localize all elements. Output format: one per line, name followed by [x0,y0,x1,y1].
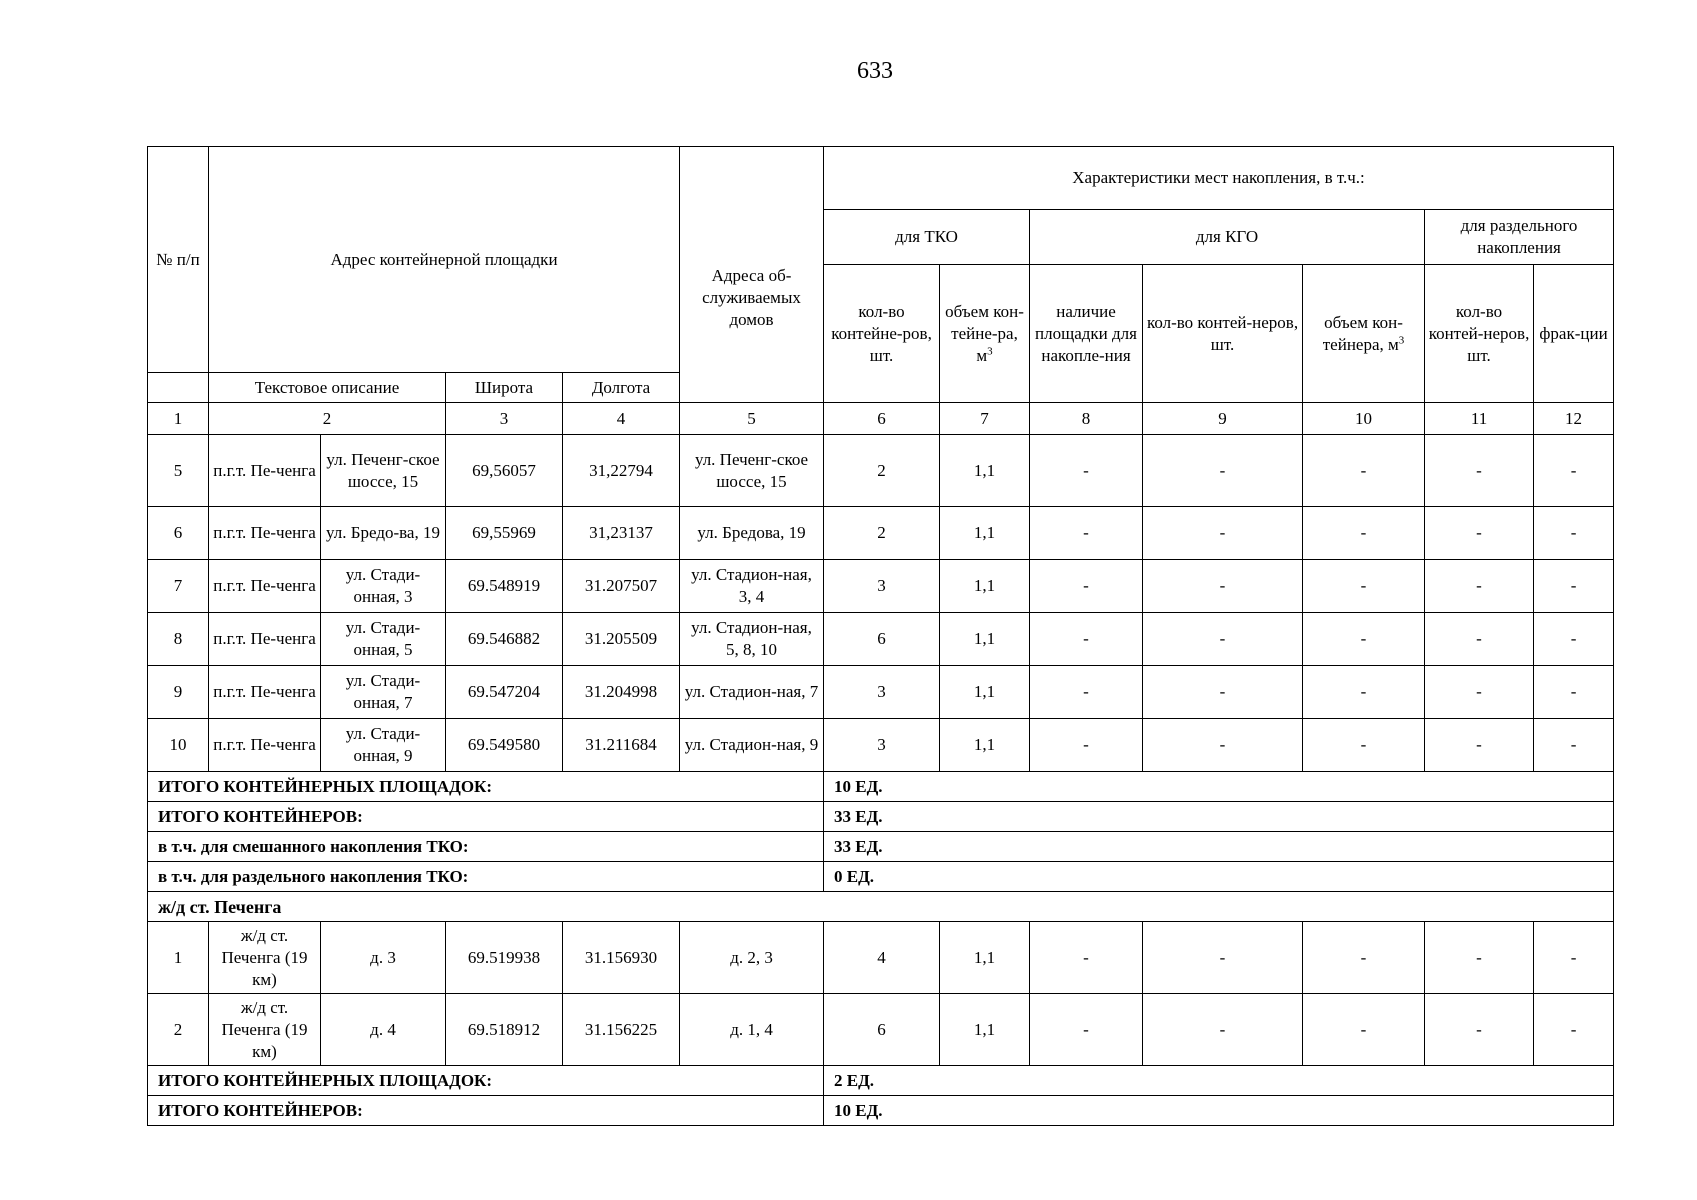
cell-c11: - [1425,719,1534,772]
total-row [148,772,1614,802]
total-value: 33 ЕД. [824,802,1614,832]
cell-c10: - [1303,922,1425,994]
col-num: 3 [446,403,563,435]
cell-c6: 6 [824,994,940,1066]
cell-c7: 1,1 [940,507,1030,560]
cell-c9: - [1143,994,1303,1066]
header-c11: кол-во контей-неров, шт. [1425,265,1534,403]
cell-served: д. 2, 3 [680,922,824,994]
cell-street: д. 3 [321,922,446,994]
header-c8: наличие площадки для накопле-ния [1030,265,1143,403]
cell-place: ж/д ст. Печенга (19 км) [209,994,321,1066]
cell-served: ул. Стадион-ная, 5, 8, 10 [680,613,824,666]
cell-lat: 69.547204 [446,666,563,719]
cell-c8: - [1030,922,1143,994]
cell-c7: 1,1 [940,719,1030,772]
cell-place: п.г.т. Пе-ченга [209,507,321,560]
total-label: ИТОГО КОНТЕЙНЕРОВ: [148,1096,824,1126]
header-c9: кол-во контей-неров, шт. [1143,265,1303,403]
cell-c8: - [1030,994,1143,1066]
cell-c10: - [1303,613,1425,666]
cell-lon: 31.207507 [563,560,680,613]
cell-num: 6 [148,507,209,560]
cell-c10: - [1303,666,1425,719]
cell-c9: - [1143,613,1303,666]
cell-lon: 31,23137 [563,507,680,560]
page-number: 633 [857,58,893,84]
cell-c8: - [1030,435,1143,507]
cell-c12: - [1534,507,1614,560]
cell-c12: - [1534,435,1614,507]
table-row [148,719,1614,772]
cell-lon: 31.211684 [563,719,680,772]
cell-street: ул. Стади-онная, 9 [321,719,446,772]
cell-c12: - [1534,922,1614,994]
col-num: 12 [1534,403,1614,435]
cell-lon: 31.204998 [563,666,680,719]
header-c10: объем кон-тейнера, $м^3$ [1303,265,1425,403]
cell-lat: 69,56057 [446,435,563,507]
cell-num: 1 [148,922,209,994]
container-sites-table [147,146,1614,1126]
cell-lon: 31,22794 [563,435,680,507]
total-label: в т.ч. для раздельного накопления ТКО: [148,862,824,892]
cell-place: п.г.т. Пе-ченга [209,435,321,507]
cell-lon: 31.156930 [563,922,680,994]
cell-c9: - [1143,560,1303,613]
header-text-desc: Текстовое описание [209,373,446,403]
cell-c7: 1,1 [940,922,1030,994]
cell-lat: 69.548919 [446,560,563,613]
cell-c12: - [1534,994,1614,1066]
cell-c11: - [1425,613,1534,666]
cell-c8: - [1030,507,1143,560]
cell-served: ул. Бредова, 19 [680,507,824,560]
cell-c6: 2 [824,507,940,560]
total-row [148,1096,1614,1126]
cell-lat: 69,55969 [446,507,563,560]
cell-street: ул. Стади-онная, 3 [321,560,446,613]
col-num: 4 [563,403,680,435]
cell-c6: 3 [824,666,940,719]
cell-c8: - [1030,613,1143,666]
cell-c9: - [1143,435,1303,507]
col-num: 7 [940,403,1030,435]
cell-c9: - [1143,666,1303,719]
cell-c10: - [1303,560,1425,613]
total-row [148,862,1614,892]
cell-c11: - [1425,666,1534,719]
cell-street: ул. Бредо-ва, 19 [321,507,446,560]
cell-c8: - [1030,719,1143,772]
cell-c12: - [1534,719,1614,772]
cell-served: д. 1, 4 [680,994,824,1066]
col-num: 11 [1425,403,1534,435]
cell-street: ул. Печенг-ское шоссе, 15 [321,435,446,507]
total-value: 33 ЕД. [824,832,1614,862]
table-row [148,666,1614,719]
header-c12: фрак-ции [1534,265,1614,403]
cell-lat: 69.519938 [446,922,563,994]
cell-served: ул. Стадион-ная, 9 [680,719,824,772]
cell-lat: 69.518912 [446,994,563,1066]
table-row [148,994,1614,1066]
cell-c8: - [1030,666,1143,719]
cell-lat: 69.549580 [446,719,563,772]
header-c7: объем кон-тейне-ра, $м^3$ [940,265,1030,403]
header-separate: для раздельного накопления [1425,210,1614,265]
cell-lon: 31.205509 [563,613,680,666]
total-value: 10 ЕД. [824,772,1614,802]
cell-num: 10 [148,719,209,772]
table-row [148,922,1614,994]
header-num: № п/п [148,147,209,373]
cell-c10: - [1303,994,1425,1066]
cell-c7: 1,1 [940,435,1030,507]
table-row [148,613,1614,666]
cell-c11: - [1425,507,1534,560]
col-num: 5 [680,403,824,435]
header-lat: Широта [446,373,563,403]
total-value: 2 ЕД. [824,1066,1614,1096]
cell-street: д. 4 [321,994,446,1066]
cell-num: 5 [148,435,209,507]
header-address: Адрес контейнерной площадки [209,147,680,373]
col-num: 10 [1303,403,1425,435]
cell-served: ул. Стадион-ная, 7 [680,666,824,719]
total-label: ИТОГО КОНТЕЙНЕРНЫХ ПЛОЩАДОК: [148,1066,824,1096]
total-label: ИТОГО КОНТЕЙНЕРНЫХ ПЛОЩАДОК: [148,772,824,802]
cell-lat: 69.546882 [446,613,563,666]
cell-c12: - [1534,666,1614,719]
total-label: ИТОГО КОНТЕЙНЕРОВ: [148,802,824,832]
cell-c8: - [1030,560,1143,613]
col-num: 1 [148,403,209,435]
table-row [148,435,1614,507]
total-value: 0 ЕД. [824,862,1614,892]
cell-c11: - [1425,435,1534,507]
header-served: Адреса об-служиваемых домов [680,147,824,403]
header-kgo: для КГО [1030,210,1425,265]
table-row [148,507,1614,560]
total-row [148,832,1614,862]
cell-place: п.г.т. Пе-ченга [209,666,321,719]
cell-c10: - [1303,507,1425,560]
cell-c7: 1,1 [940,994,1030,1066]
section-title-row [148,892,1614,922]
header-characteristics: Характеристики мест накопления, в т.ч.: [824,147,1614,210]
cell-c10: - [1303,435,1425,507]
cell-num: 7 [148,560,209,613]
cell-c7: 1,1 [940,666,1030,719]
header-tko: для ТКО [824,210,1030,265]
total-label: в т.ч. для смешанного накопления ТКО: [148,832,824,862]
column-numbers-row [148,403,1614,435]
cell-c7: 1,1 [940,560,1030,613]
cell-c6: 2 [824,435,940,507]
table-body [148,435,1614,1126]
col-num: 9 [1143,403,1303,435]
cell-c11: - [1425,994,1534,1066]
cell-c7: 1,1 [940,613,1030,666]
cell-c9: - [1143,507,1303,560]
cell-c11: - [1425,560,1534,613]
cell-street: ул. Стади-онная, 5 [321,613,446,666]
cell-place: п.г.т. Пе-ченга [209,613,321,666]
total-value: 10 ЕД. [824,1096,1614,1126]
cell-c6: 3 [824,560,940,613]
cell-c6: 4 [824,922,940,994]
col-num: 6 [824,403,940,435]
total-row [148,802,1614,832]
cell-c12: - [1534,613,1614,666]
col-num: 8 [1030,403,1143,435]
table-header [148,147,1614,435]
col-num: 2 [209,403,446,435]
cell-served: ул. Печенг-ское шоссе, 15 [680,435,824,507]
total-row [148,1066,1614,1096]
cell-c9: - [1143,719,1303,772]
cell-c11: - [1425,922,1534,994]
cell-c9: - [1143,922,1303,994]
cell-num: 9 [148,666,209,719]
cell-c12: - [1534,560,1614,613]
cell-place: ж/д ст. Печенга (19 км) [209,922,321,994]
cell-lon: 31.156225 [563,994,680,1066]
cell-num: 8 [148,613,209,666]
header-lon: Долгота [563,373,680,403]
cell-place: п.г.т. Пе-ченга [209,719,321,772]
cell-c10: - [1303,719,1425,772]
cell-c6: 6 [824,613,940,666]
cell-c6: 3 [824,719,940,772]
cell-street: ул. Стади-онная, 7 [321,666,446,719]
table-row [148,560,1614,613]
section-title: ж/д ст. Печенга [148,892,1614,922]
header-c6: кол-во контейне-ров, шт. [824,265,940,403]
cell-served: ул. Стадион-ная, 3, 4 [680,560,824,613]
cell-num: 2 [148,994,209,1066]
cell-place: п.г.т. Пе-ченга [209,560,321,613]
